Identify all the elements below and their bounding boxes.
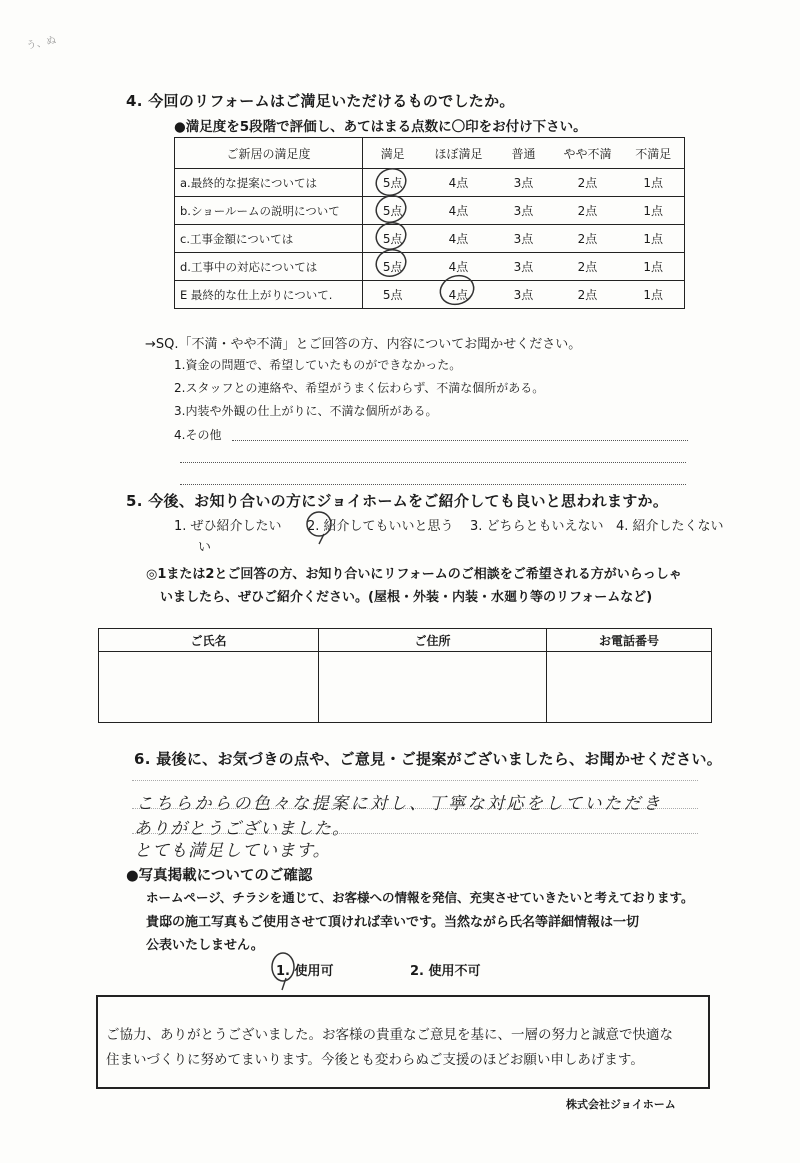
q4-instruction: ●満足度を5段階で評価し、あてはまる点数に〇印をお付け下さい。 — [174, 119, 587, 135]
score-option[interactable]: 1点 — [623, 169, 685, 197]
score-option[interactable]: 3点 — [495, 169, 553, 197]
score-option[interactable]: 4点 — [423, 225, 495, 253]
referral-table — [98, 628, 712, 723]
other-answer-line[interactable] — [180, 484, 686, 485]
referral-address-field[interactable] — [319, 652, 547, 723]
handwritten-comment[interactable]: ありがとうございました。 — [134, 819, 350, 839]
referral-phone-field[interactable] — [547, 652, 712, 723]
score-option[interactable]: 2点 — [553, 169, 623, 197]
q5-option[interactable]: 3. どちらともいえない — [470, 519, 604, 534]
score-option[interactable]: 4点 — [423, 253, 495, 281]
photo-line2: 貴邸の施工写真もご使用させて頂ければ幸いです。当然ながら氏名等詳細情報は一切 — [146, 915, 639, 930]
selection-circle — [436, 271, 478, 309]
photo-option-allow[interactable]: 1. 使用可 — [276, 964, 334, 979]
q5-option[interactable]: 2. 紹介してもいいと思う — [307, 519, 454, 534]
q5-title: 5. 今後、お知り合いの方にジョイホームをご紹介しても良いと思われますか。 — [126, 492, 669, 510]
score-option[interactable]: 5点 — [363, 197, 423, 225]
score-option[interactable]: 5点 — [363, 169, 423, 197]
header-yaya-fuman: やや不満 — [553, 138, 623, 169]
photo-title: ●写真掲載についてのご確認 — [126, 868, 313, 884]
q6-title: 6. 最後に、お気づきの点や、ご意見・ご提案がございましたら、お聞かせください。 — [134, 750, 723, 768]
score-option[interactable]: 1点 — [623, 253, 685, 281]
header-manzoku: 満足 — [363, 138, 423, 169]
row-label: c.工事金額については — [175, 225, 363, 253]
closing-line1: ご協力、ありがとうございました。お客様の貴重なご意見を基に、一層の努力と誠意で快適な — [106, 1027, 673, 1043]
q5-option[interactable]: 1. ぜひ紹介したい — [174, 519, 282, 534]
row-label: d.工事中の対応については — [175, 253, 363, 281]
other-answer-line[interactable] — [232, 440, 688, 441]
referral-name-field[interactable] — [99, 652, 319, 723]
selection-circle — [372, 192, 409, 227]
other-answer-line[interactable] — [180, 462, 686, 463]
score-option[interactable]: 5点 — [363, 225, 423, 253]
handwritten-comment[interactable]: こちらからの色々な提案に対し、丁寧な対応をしていただき — [136, 794, 663, 814]
score-option[interactable]: 4点 — [423, 197, 495, 225]
score-option[interactable]: 2点 — [553, 281, 623, 309]
referral-name-header: ご氏名 — [99, 629, 319, 652]
row-label: a.最終的な提案については — [175, 169, 363, 197]
corner-mark: う、ぬ — [25, 34, 58, 52]
header-fumanzoku: 不満足 — [623, 138, 685, 169]
q5-wrap-char: い — [198, 540, 212, 555]
score-option[interactable]: 2点 — [553, 197, 623, 225]
score-option[interactable]: 3点 — [495, 197, 553, 225]
photo-line3: 公表いたしません。 — [146, 938, 264, 953]
q5-note-line1: ◎1または2とご回答の方、お知り合いにリフォームのご相談をご希望される方がいらっしゃ — [146, 567, 682, 582]
selection-circle — [372, 165, 409, 200]
q5-note-line2: いましたら、ぜひご紹介ください。(屋根・外装・内装・水廻り等のリフォームなど) — [160, 590, 653, 605]
row-label: E 最終的な仕上がりについて. — [175, 281, 363, 309]
score-option[interactable]: 3点 — [495, 253, 553, 281]
score-option[interactable]: 4点 — [423, 169, 495, 197]
score-option[interactable]: 2点 — [553, 253, 623, 281]
handwritten-comment[interactable]: とても満足しています。 — [134, 841, 331, 861]
sq-option: 3.内装や外観の仕上がりに、不満な個所がある。 — [174, 404, 438, 418]
row-label: b.ショールームの説明について — [175, 197, 363, 225]
header-hobo-manzoku: ほぼ満足 — [423, 138, 495, 169]
score-option[interactable]: 1点 — [623, 281, 685, 309]
photo-option-deny[interactable]: 2. 使用不可 — [410, 964, 481, 979]
q5-selection-circle — [300, 506, 340, 546]
selection-circle — [372, 246, 409, 281]
sq-option-other: 4.その他 — [174, 428, 222, 442]
header-label: ご新居の満足度 — [175, 138, 363, 169]
sq-option: 2.スタッフとの連絡や、希望がうまく伝わらず、不満な個所がある。 — [174, 381, 545, 395]
closing-line2: 住まいづくりに努めてまいります。今後とも変わらぬご支援のほどお願い申しあげます。 — [106, 1052, 644, 1068]
score-option[interactable]: 2点 — [553, 225, 623, 253]
score-option[interactable]: 1点 — [623, 197, 685, 225]
q4-title: 4. 今回のリフォームはご満足いただけるものでしたか。 — [126, 92, 515, 110]
score-option[interactable]: 3点 — [495, 281, 553, 309]
comment-line — [132, 780, 698, 781]
score-option[interactable]: 1点 — [623, 225, 685, 253]
referral-address-header: ご住所 — [319, 629, 547, 652]
score-option[interactable]: 4点 — [423, 281, 495, 309]
photo-line1: ホームページ、チラシを通じて、お客様への情報を発信、充実させていきたいと考えております。 — [146, 890, 694, 905]
selection-circles — [0, 0, 800, 320]
score-option[interactable]: 5点 — [363, 253, 423, 281]
selection-circle — [372, 219, 409, 254]
photo-selection-circle — [266, 948, 302, 992]
header-futsu: 普通 — [495, 138, 553, 169]
sq-option: 1.資金の問題で、希望していたものができなかった。 — [174, 358, 462, 372]
score-option[interactable]: 5点 — [363, 281, 423, 309]
q5-option[interactable]: 4. 紹介したくない — [616, 519, 724, 534]
referral-phone-header: お電話番号 — [547, 629, 712, 652]
sq-title: →SQ.「不満・やや不満」とご回答の方、内容についてお聞かせください。 — [145, 337, 582, 352]
score-option[interactable]: 3点 — [495, 225, 553, 253]
company-name: 株式会社ジョイホーム — [566, 1098, 676, 1111]
